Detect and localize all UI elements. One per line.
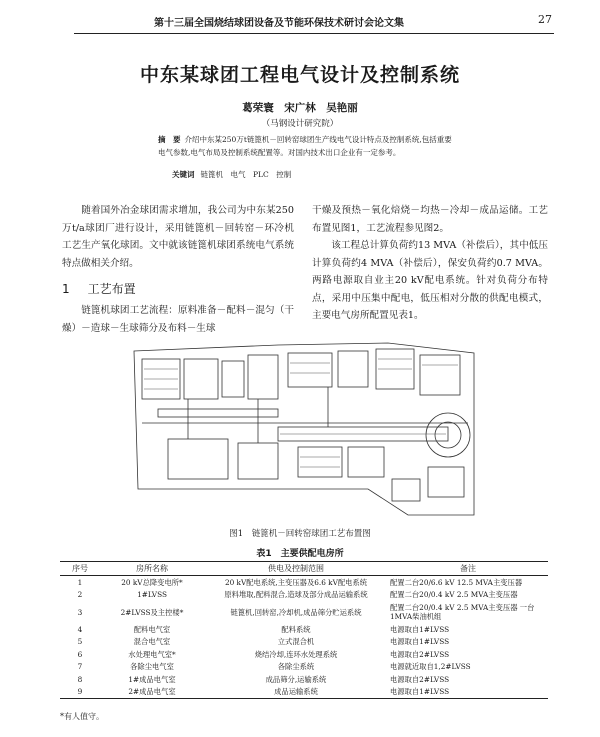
table-header-row — [60, 562, 548, 576]
table-row — [60, 661, 548, 674]
table-cell: 20 kV配电系统,主变压器及6.6 kV配电系统 — [224, 577, 368, 587]
keywords — [172, 169, 291, 180]
table-row — [60, 589, 548, 602]
table-row — [60, 673, 548, 686]
table-cell: 各除尘系统 — [277, 662, 315, 672]
table-caption: 表1 主要供配电房所 — [256, 549, 344, 559]
table-cell: 配置二台20/0.4 kV 2.5 MVA主变压器 — [390, 590, 518, 600]
process-layout-figure — [128, 339, 480, 521]
col-header-remarks: 备注 — [388, 562, 548, 576]
table-cell: 配料系统 — [281, 624, 311, 634]
table-cell: 立式混合机 — [277, 637, 315, 647]
left-column-process — [62, 302, 294, 337]
keywords-text: 链篦机 电气 PLC 控制 — [200, 170, 292, 179]
table-cell: 2#LVSS及主控楼* — [120, 607, 184, 617]
table-cell: 4 — [77, 624, 83, 634]
col-header-scope: 供电及控制范围 — [204, 562, 388, 576]
authors: 葛荣寰 宋广林 吴艳丽 — [242, 102, 358, 114]
left-column-intro — [62, 202, 294, 272]
abstract-label: 摘 要 — [158, 135, 181, 144]
abstract — [158, 133, 456, 159]
table-cell: 9 — [60, 686, 100, 699]
table-row — [60, 648, 548, 661]
section-title: 工艺布置 — [87, 282, 136, 296]
table-cell: 各除尘电气室 — [130, 662, 174, 672]
abstract-text: 介绍中东某250万t链篦机－回转窑球团生产线电气设计特点及控制系统,包括重要电气参数,电气布局及控制系统配置等。对国内技术出口企业有一定参考。 — [158, 135, 452, 157]
table-cell: 1 — [77, 577, 83, 587]
table-cell: 1#成品电气室 — [128, 674, 176, 684]
figure-caption: 图1 链篦机－回转窑球团工艺布置图 — [229, 529, 371, 539]
table-cell: 成品筛分,运输系统 — [265, 674, 327, 684]
table-row — [60, 623, 548, 636]
table-cell: 水处理电气室* — [128, 649, 176, 659]
intro-paragraph: 随着国外冶金球团需求增加，我公司为中东某250万t/a球团厂进行设计，采用链篦机－回转窑－环冷机工艺生产氧化球团。文中就该链篦机球团系统电气系统特点做相关介绍。 — [62, 205, 294, 269]
keywords-label: 关键词 — [172, 170, 195, 179]
table-cell: 成品运输系统 — [204, 686, 388, 699]
table-cell: 2#成品电气室 — [100, 686, 204, 699]
running-header — [74, 11, 554, 34]
table-cell: 7 — [77, 662, 83, 672]
col-header-no: 序号 — [60, 562, 100, 576]
table-cell: 20 kV总降变电所* — [121, 577, 183, 587]
section-number: 1 — [62, 282, 70, 296]
table-cell: 原料堆取,配料混合,造球及部分成品运输系统 — [224, 590, 368, 600]
table-cell: 配置二台20/6.6 kV 12.5 MVA主变压器 — [390, 577, 523, 587]
right-column — [312, 202, 548, 325]
table-cell: 混合电气室 — [133, 637, 171, 647]
right-paragraph-1: 干燥及预热－氧化焙烧－均热－冷却－成品运储。工艺布置见图1，工艺流程参见图2。 — [312, 205, 548, 234]
table-footnote: *有人值守。 — [60, 712, 104, 721]
table-cell: 6 — [77, 649, 83, 659]
institution: （马钢设计研究院） — [261, 119, 339, 129]
section-heading — [62, 280, 154, 297]
table-cell: 8 — [77, 674, 83, 684]
page-number: 27 — [538, 13, 552, 26]
table-cell: 配置二台20/0.4 kV 2.5 MVA主变压器 一台1MVA柴油机组 — [390, 603, 535, 621]
table-cell: 2 — [77, 590, 83, 600]
substation-table — [60, 561, 548, 699]
paper-title: 中东某球团工程电气设计及控制系统 — [139, 64, 460, 86]
table-cell: 电源取自2#LVSS — [390, 649, 450, 659]
table-cell: 电源就近取自1,2#LVSS — [390, 662, 471, 672]
table-cell: 电源取自1#LVSS — [388, 686, 548, 699]
table-cell: 1#LVSS — [137, 590, 167, 600]
table-cell: 5 — [77, 637, 83, 647]
table-row — [60, 686, 548, 699]
right-paragraph-2: 该工程总计算负荷约13 MVA（补偿后），其中低压计算负荷约4 MVA（补偿后），保安负荷约0.7 MVA。两路电源取自业主20 kV配电系统。针对负荷分布特点，采用中压集中配电，低压相对分散的供配电模式，主要电气房所配置见表1。 — [312, 240, 548, 321]
table-row — [60, 576, 548, 589]
table-cell: 电源取自1#LVSS — [390, 637, 450, 647]
process-paragraph: 链篦机球团工艺流程：原料准备－配料－混匀（干燥）－造球－生球筛分及布料－生球 — [62, 305, 294, 334]
table-cell: 3 — [77, 607, 83, 617]
table-cell: 电源取自1#LVSS — [390, 624, 450, 634]
table-row — [60, 636, 548, 649]
col-header-room: 房所名称 — [100, 562, 204, 576]
table-cell: 烧结冷却,连环水处理系统 — [254, 649, 338, 659]
table-cell: 配料电气室 — [133, 624, 171, 634]
table-row — [60, 601, 548, 623]
journal-title: 第十三届全国烧结球团设备及节能环保技术研讨会论文集 — [154, 18, 404, 29]
table-cell: 电源取自2#LVSS — [390, 674, 450, 684]
table-cell: 链篦机,回转窑,冷却机,成品筛分贮运系统 — [230, 607, 362, 617]
